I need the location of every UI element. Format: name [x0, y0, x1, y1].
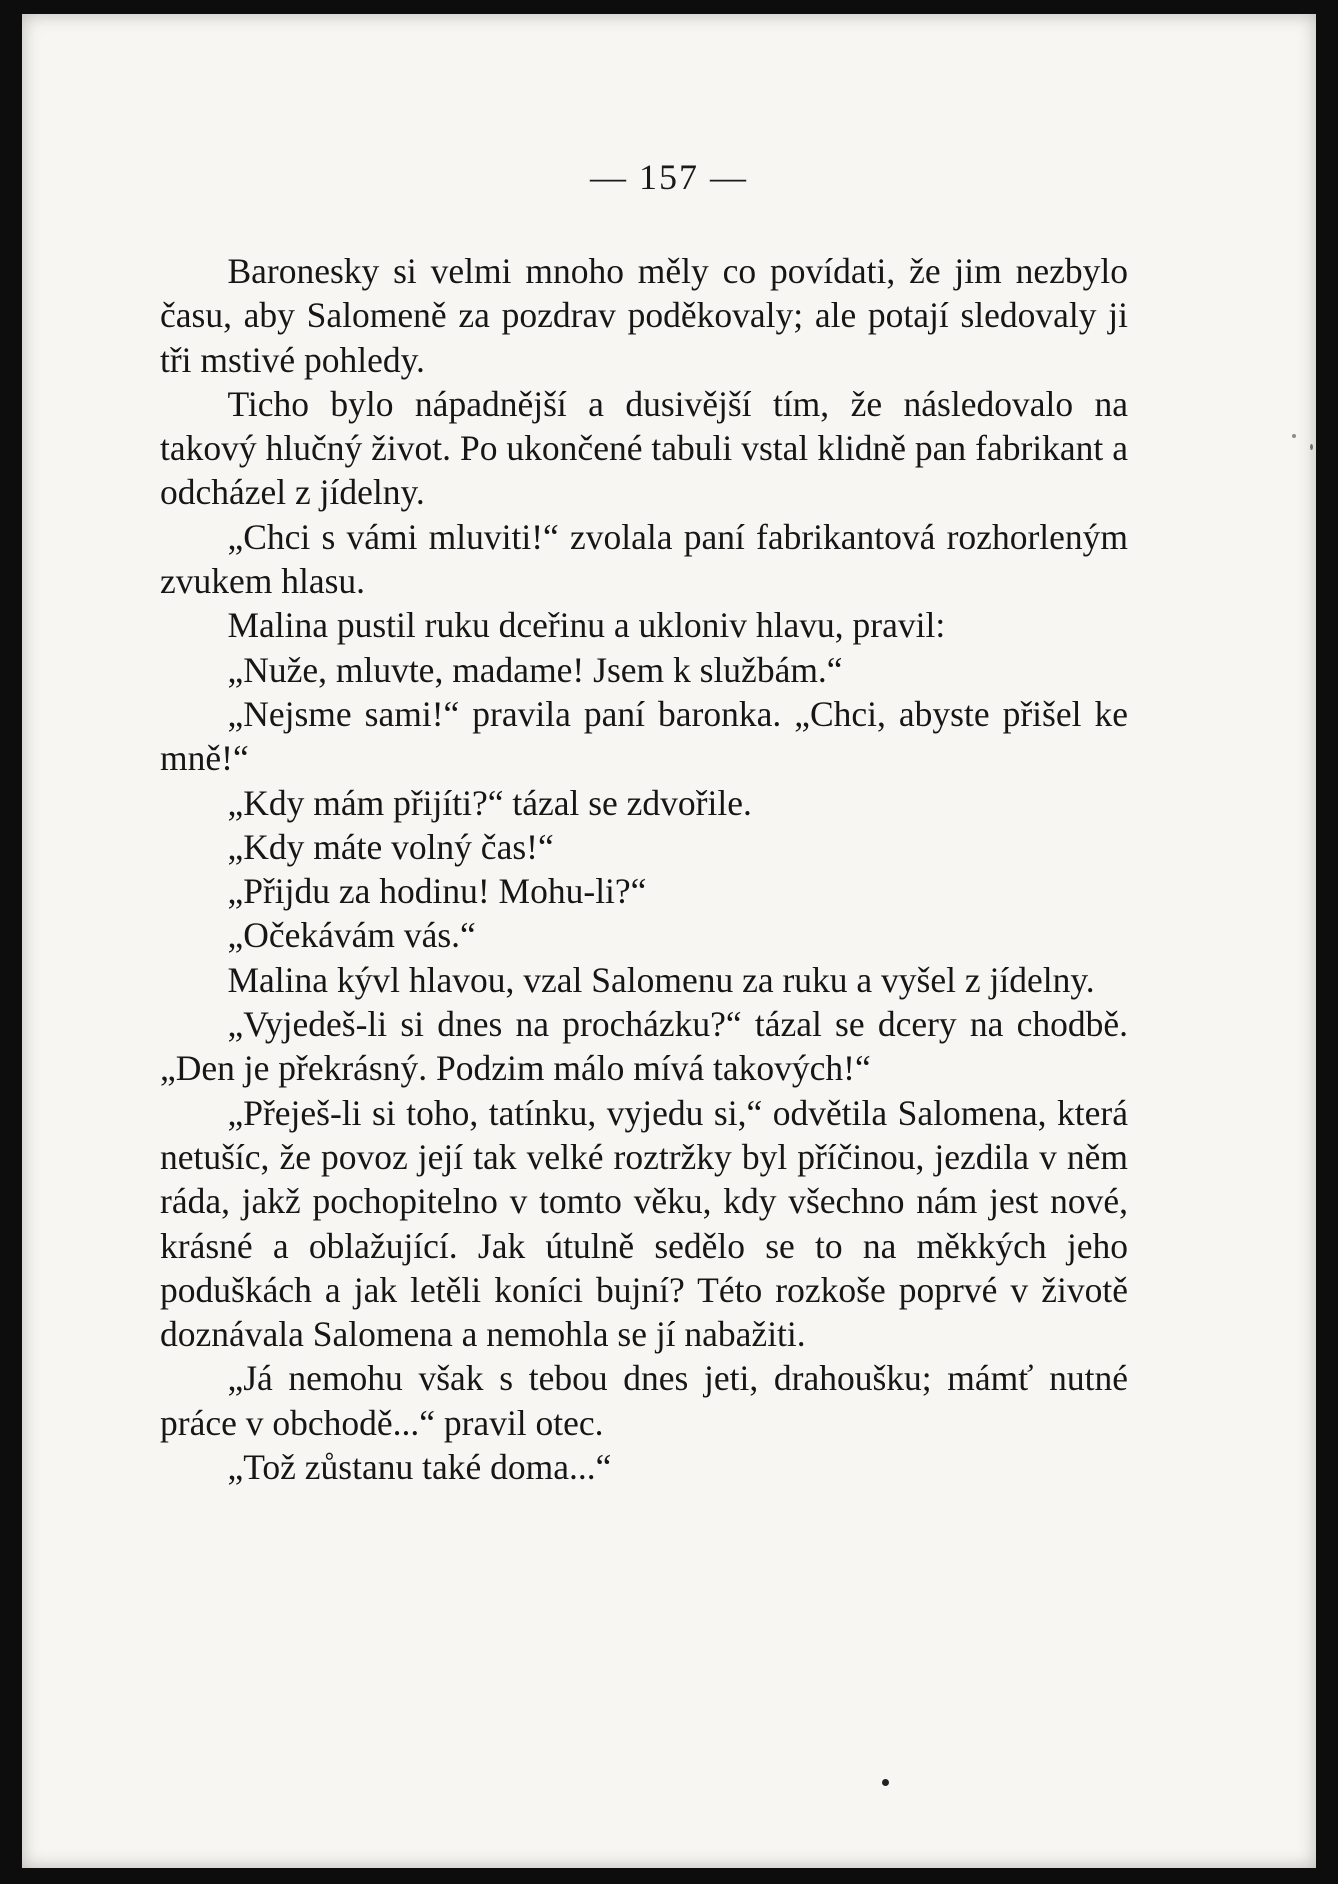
paragraph: „Já nemohu však s tebou dnes jeti, drahoušku; mámť nutné práce v obchodě...“ pravil otec. — [160, 1358, 1128, 1443]
paragraph: „Vyjedeš-li si dnes na procházku?“ tázal se dcery na chodbě. „Den je překrásný. Podzim málo mívá takových!“ — [160, 1004, 1128, 1089]
paragraph: Baronesky si velmi mnoho měly co povídati, že jim nezbylo času, aby Salomeně za pozdrav poděkovaly; ale potají sledovaly ji tři mstivé pohledy. — [160, 251, 1128, 380]
paragraph: „Kdy mám přijíti?“ tázal se zdvořile. — [227, 782, 752, 823]
paragraph: „Tož zůstanu také doma...“ — [227, 1447, 612, 1488]
paragraph: „Nuže, mluvte, madame! Jsem k službám.“ — [227, 649, 843, 690]
page-text — [160, 249, 1128, 1489]
paragraph: Malina pustil ruku dceřinu a ukloniv hlavu, pravil: — [227, 605, 946, 646]
paragraph: Malina kývl hlavou, vzal Salomenu za ruku a vyšel z jídelny. — [227, 959, 1095, 1000]
paragraph: „Přeješ-li si toho, tatínku, vyjedu si,“ odvětila Salomena, která netušíc, že povoz její tak velké roztržky byl příčinou, jezdila v něm ráda, jakž pochopitelno v tomto věku, kdy všechno nám jest nové, krásné a oblažující. Jak útulně sedělo se to na měkkých jeho poduškách a jak letěli koníci bujní? Této rozkoše poprvé v životě doznávala Salomena a nemohla se jí nabažiti. — [160, 1092, 1128, 1355]
paragraph: „Nejsme sami!“ pravila paní baronka. „Chci, abyste přišel ke mně!“ — [160, 693, 1128, 779]
paragraph: Ticho bylo nápadnější a dusivější tím, že následovalo na takový hlučný život. Po ukončené tabuli vstal klidně pan fabrikant a odcházel z jídelny. — [160, 383, 1128, 513]
paragraph: „Očekávám vás.“ — [227, 915, 476, 956]
ink-speck — [1292, 434, 1296, 438]
paragraph: „Přijdu za hodinu! Mohu-li?“ — [227, 871, 647, 912]
paragraph: „Chci s vámi mluviti!“ zvolala paní fabrikantová rozhorleným zvukem hlasu. — [160, 516, 1128, 602]
page-number: — 157 — — [590, 157, 748, 197]
book-page — [22, 14, 1316, 1868]
ink-speck — [1310, 444, 1313, 450]
ink-speck — [882, 1779, 889, 1786]
paragraph: „Kdy máte volný čas!“ — [227, 826, 554, 867]
